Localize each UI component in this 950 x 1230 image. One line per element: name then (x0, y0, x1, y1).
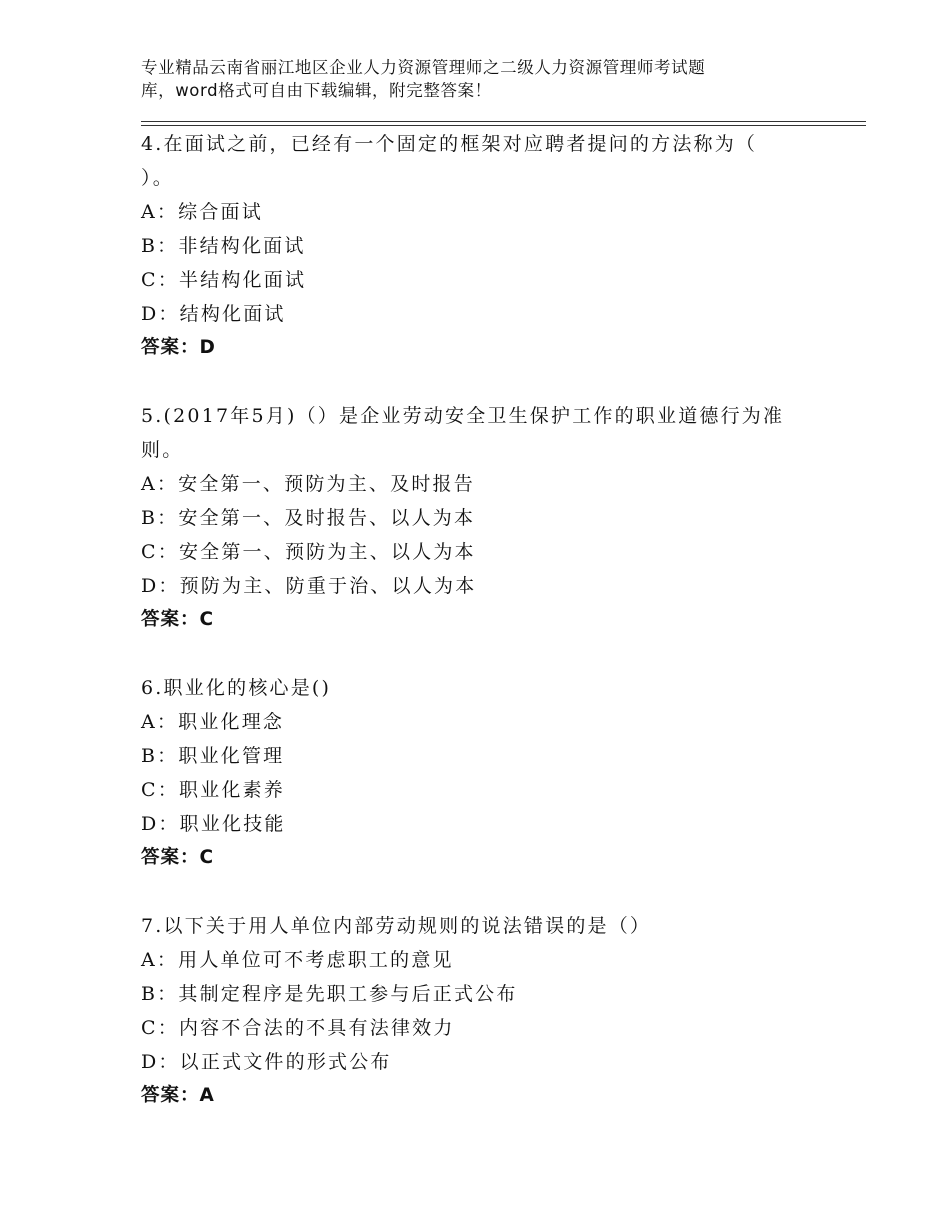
option-d: D：职业化技能 (141, 813, 286, 835)
document-header (141, 56, 781, 102)
option-c: C：职业化素养 (141, 779, 285, 801)
option-b: B：非结构化面试 (141, 235, 306, 257)
answer: 答案：D (141, 337, 216, 358)
question-list (141, 126, 821, 1113)
question-7 (141, 909, 821, 1113)
answer: 答案：C (141, 609, 215, 630)
question-6 (141, 671, 821, 875)
answer: 答案：A (141, 1085, 215, 1106)
question-title (141, 126, 821, 195)
option-a: A：综合面试 (141, 201, 263, 223)
option-d: D：以正式文件的形式公布 (141, 1051, 392, 1073)
option-b: B：安全第一、及时报告、以人为本 (141, 507, 476, 529)
question-title-line: 则。 (141, 439, 184, 461)
question-5 (141, 399, 821, 637)
question-title-line: ）。 (141, 167, 174, 189)
option-c: C：安全第一、预防为主、以人为本 (141, 541, 476, 563)
answer: 答案：C (141, 847, 215, 868)
header-divider-top (141, 121, 866, 122)
question-title-line: 6.职业化的核心是() (141, 677, 332, 699)
option-c: C：半结构化面试 (141, 269, 307, 291)
option-d: D：预防为主、防重于治、以人为本 (141, 575, 477, 597)
option-a: A：用人单位可不考虑职工的意见 (141, 949, 454, 971)
option-b: B：职业化管理 (141, 745, 285, 767)
option-a: A：安全第一、预防为主、及时报告 (141, 473, 475, 495)
question-title-line: 4.在面试之前，已经有一个固定的框架对应聘者提问的方法称为（ (141, 133, 758, 155)
question-title-line: 7.以下关于用人单位内部劳动规则的说法错误的是（） (141, 915, 652, 937)
question-4 (141, 126, 821, 365)
question-title (141, 671, 821, 705)
question-title-line: 5.(2017年5月)（）是企业劳动安全卫生保护工作的职业道德行为准 (141, 405, 785, 427)
option-c: C：内容不合法的不具有法律效力 (141, 1017, 455, 1039)
header-line-2: 库，word格式可自由下载编辑，附完整答案！ (141, 81, 492, 100)
option-d: D：结构化面试 (141, 303, 286, 325)
option-a: A：职业化理念 (141, 711, 285, 733)
header-line-1: 专业精品云南省丽江地区企业人力资源管理师之二级人力资源管理师考试题 (141, 58, 706, 77)
question-title (141, 399, 821, 467)
question-title (141, 909, 821, 943)
option-b: B：其制定程序是先职工参与后正式公布 (141, 983, 518, 1005)
